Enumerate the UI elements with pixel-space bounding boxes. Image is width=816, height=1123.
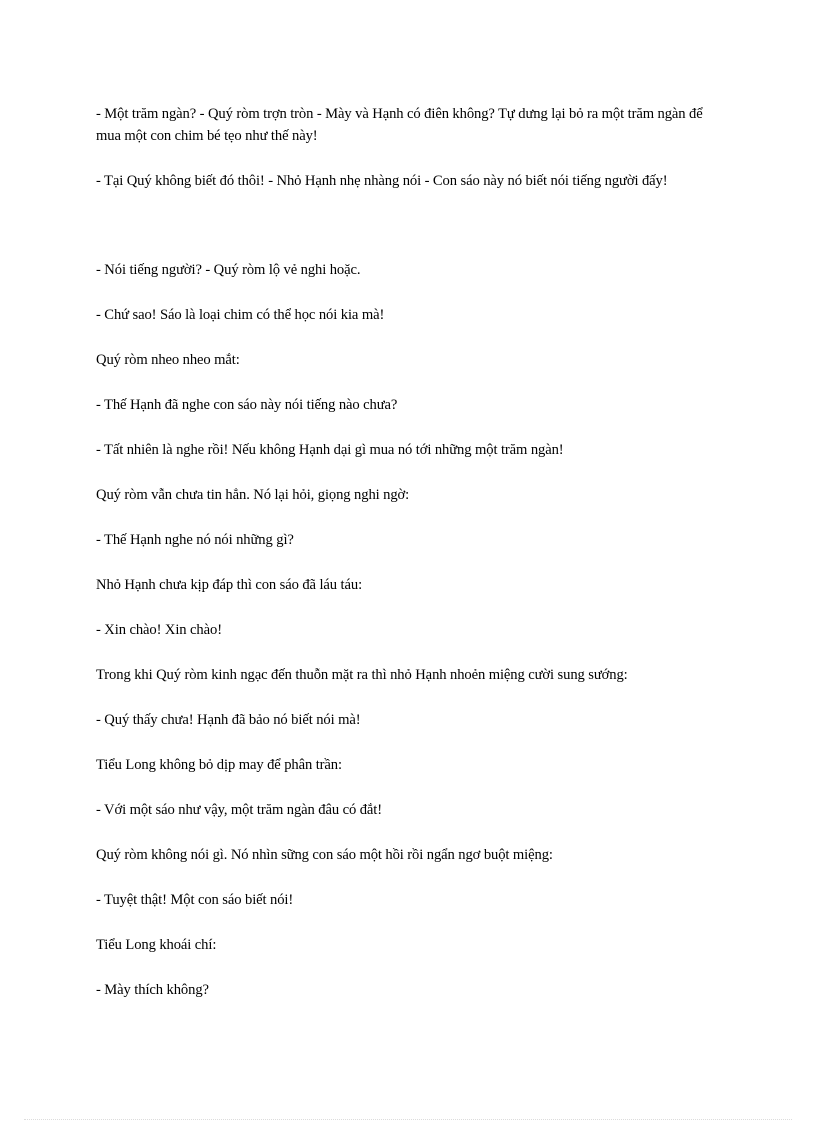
paragraph-14: Tiểu Long không bỏ dịp may để phân trần: — [96, 757, 342, 773]
paragraph-17: - Tuyệt thật! Một con sáo biết nói! — [96, 892, 294, 908]
paragraph-10: Nhỏ Hạnh chưa kịp đáp thì con sáo đã láu táu: — [96, 577, 363, 593]
paragraph-8: Quý ròm vẫn chưa tin hẳn. Nó lại hỏi, giọng nghi ngờ: — [96, 487, 410, 503]
paragraph-13: - Quý thấy chưa! Hạnh đã bảo nó biết nói mà! — [96, 712, 361, 728]
paragraph-5: Quý ròm nheo nheo mắt: — [96, 352, 240, 368]
paragraph-4: - Chứ sao! Sáo là loại chim có thể học nói kia mà! — [96, 307, 385, 323]
paragraph-3: - Nói tiếng người? - Quý ròm lộ vẻ nghi hoặc. — [96, 262, 361, 278]
paragraph-11: - Xin chào! Xin chào! — [96, 622, 222, 638]
paragraph-9: - Thế Hạnh nghe nó nói những gì? — [96, 532, 294, 548]
page-bottom-divider — [24, 1119, 792, 1120]
paragraph-15: - Với một sáo như vậy, một trăm ngàn đâu có đắt! — [96, 802, 383, 818]
paragraph-6: - Thế Hạnh đã nghe con sáo này nói tiếng nào chưa? — [96, 397, 398, 413]
paragraph-18: Tiểu Long khoái chí: — [96, 937, 217, 953]
paragraph-2: - Tại Quý không biết đó thôi! - Nhỏ Hạnh nhẹ nhàng nói - Con sáo này nó biết nói tiếng người đấy! — [96, 173, 668, 189]
paragraph-7: - Tất nhiên là nghe rồi! Nếu không Hạnh dại gì mua nó tới những một trăm ngàn! — [96, 442, 564, 458]
paragraph-19: - Mày thích không? — [96, 982, 209, 998]
paragraph-16: Quý ròm không nói gì. Nó nhìn sững con sáo một hồi rồi ngẩn ngơ buột miệng: — [96, 847, 553, 863]
paragraph-1: - Một trăm ngàn? - Quý ròm trợn tròn - Mày và Hạnh có điên không? Tự dưng lại bỏ ra một trăm ngàn để mua một con chim bé tẹo như thế này! — [96, 106, 703, 144]
paragraph-12: Trong khi Quý ròm kinh ngạc đến thuỗn mặt ra thì nhỏ Hạnh nhoẻn miệng cười sung sướng: — [96, 667, 628, 683]
